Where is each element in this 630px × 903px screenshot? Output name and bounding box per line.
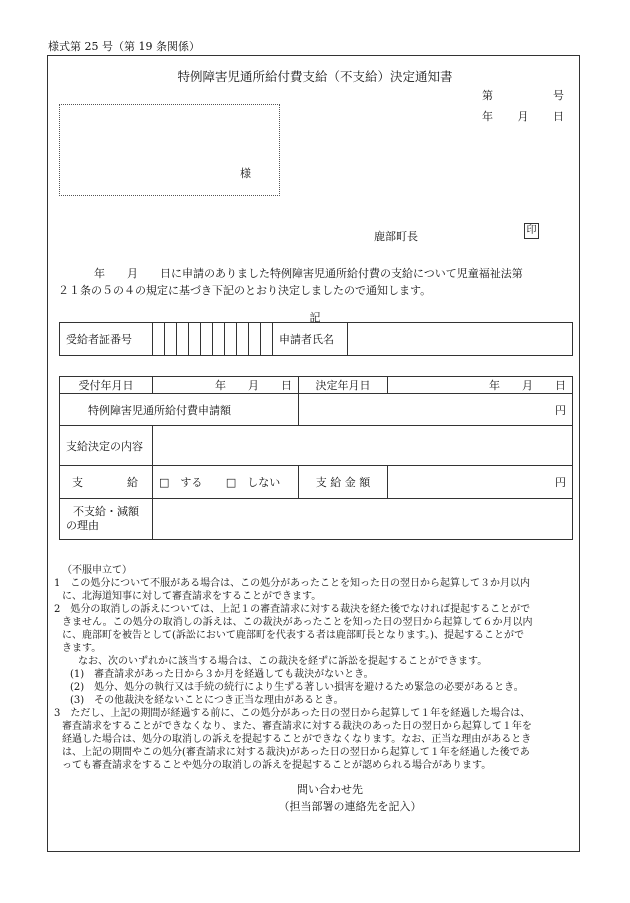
contact-detail: （担当部署の連絡先を記入）	[278, 800, 422, 813]
note-line: 経過した場合は、処分の取消しの訴えを提起することができなくなります。なお、正当な理由があるとき	[62, 734, 532, 745]
body-line-1: 年 月 日に申請のありました特例障害児通所給付費の支給について児童福祉法第	[94, 267, 523, 280]
number-suffix: 号	[553, 89, 564, 102]
note-line: っても審査請求をすることや処分の取消しの訴えを提起することが認められる場合があります。	[62, 760, 492, 771]
option-no-checkbox[interactable]: □ しない	[225, 476, 281, 489]
recipient-number-digit	[225, 323, 237, 356]
decision-table	[59, 376, 573, 540]
applicant-name-label: 申請者氏名	[273, 323, 348, 356]
note-line: 審査請求をすることができなくなり、また、審査請求に対する裁決のあった日の翌日から起算して１年を	[62, 721, 532, 732]
requested-amount-yen: 円	[299, 394, 573, 426]
number-prefix: 第	[482, 89, 493, 102]
note-line: (2) 処分、処分の執行又は手続の続行により生ずる著しい損害を避けるため緊急の必要があるとき。	[70, 682, 524, 693]
contact-heading: 問い合わせ先	[297, 783, 363, 796]
reason-value	[153, 499, 573, 540]
appeal-notes	[54, 564, 574, 772]
reason-label-line-1: 不支給・減額	[73, 505, 139, 518]
date-month: 月	[517, 110, 529, 123]
decision-date-value: 年 月 日	[388, 377, 573, 394]
reason-label-line-2: の理由	[66, 519, 99, 532]
note-line: に、鹿部町を被告として(訴訟において鹿部町を代表する者は鹿部町長となります。)、提起することがで	[62, 630, 525, 641]
note-line: (1) 審査請求があった日から３か月を経過しても裁決がないとき。	[70, 669, 374, 680]
notes-heading: （不服申立て）	[62, 565, 132, 576]
document-number-line	[482, 87, 564, 103]
recipient-number-digit	[189, 323, 201, 356]
recipient-number-digit	[165, 323, 177, 356]
note-line: 2 処分の取消しの訴えについては、上記１の審査請求に対する裁決を経た後でなければ提起することがで	[54, 604, 531, 615]
requested-amount-label: 特例障害児通所給付費申請額	[60, 394, 299, 426]
note-line: きません。この処分の取消しの訴えは、この裁決があったことを知った日の翌日から起算して６か月以内	[62, 617, 533, 628]
recipient-number-digit	[177, 323, 189, 356]
ki-mark: 記	[309, 311, 321, 324]
note-line: なお、次のいずれかに該当する場合は、この裁決を経ずに訴訟を提起することができます。	[78, 656, 488, 667]
contact-info	[0, 781, 630, 815]
document-title: 特例障害児通所給付費支給（不支給）決定通知書	[177, 69, 453, 84]
note-line: きます。	[62, 643, 102, 654]
recipient-number-digit	[249, 323, 261, 356]
recipient-number-digit	[213, 323, 225, 356]
decision-content-value	[153, 426, 573, 466]
date-year: 年	[482, 110, 493, 123]
document-date-line	[482, 108, 564, 124]
recipient-address-box	[59, 104, 280, 196]
note-line: (3) その他裁決を経ないことにつき正当な理由があるとき。	[70, 695, 344, 706]
note-line: 3 ただし、上記の期間が経過する前に、この処分があった日の翌日から起算して１年を経過した場合は、	[54, 708, 531, 719]
form-number-label: 様式第 25 号（第 19 条関係）	[48, 40, 200, 53]
payment-amount-label: 支 給 金 額	[299, 466, 388, 499]
recipient-honorific: 様	[240, 167, 251, 180]
reason-label	[60, 499, 153, 540]
date-day: 日	[553, 110, 564, 123]
decision-content-label: 支給決定の内容	[60, 426, 153, 466]
recipient-number-digit	[237, 323, 249, 356]
issuer-name: 鹿部町長	[374, 230, 418, 243]
recipient-number-digit	[261, 323, 273, 356]
note-line: は、上記の期間やこの処分(審査請求に対する裁決)があった日の翌日から起算して１年を経過した後であ	[62, 747, 530, 758]
body-line-2: ２１条の５の４の規定に基づき下記のとおり決定しましたので通知します。	[58, 284, 432, 297]
applicant-name-value	[348, 323, 573, 356]
decision-date-label: 決定年月日	[299, 377, 388, 394]
payment-amount-yen: 円	[388, 466, 573, 499]
payment-label: 支 給	[60, 466, 153, 499]
option-yes-checkbox[interactable]: □ する	[159, 476, 203, 489]
received-date-label: 受付年月日	[60, 377, 153, 394]
notice-body	[58, 265, 564, 299]
recipient-number-label: 受給者証番号	[60, 323, 153, 356]
received-date-value: 年 月 日	[153, 377, 299, 394]
note-line: 1 この処分について不服がある場合は、この処分があったことを知った日の翌日から起算して３か月以内	[54, 578, 531, 589]
recipient-table	[59, 322, 573, 356]
recipient-number-digit	[153, 323, 165, 356]
payment-options	[153, 466, 299, 499]
note-line: に、北海道知事に対して審査請求をすることができます。	[62, 591, 322, 602]
recipient-number-digit	[201, 323, 213, 356]
seal-mark: 印	[524, 223, 539, 239]
